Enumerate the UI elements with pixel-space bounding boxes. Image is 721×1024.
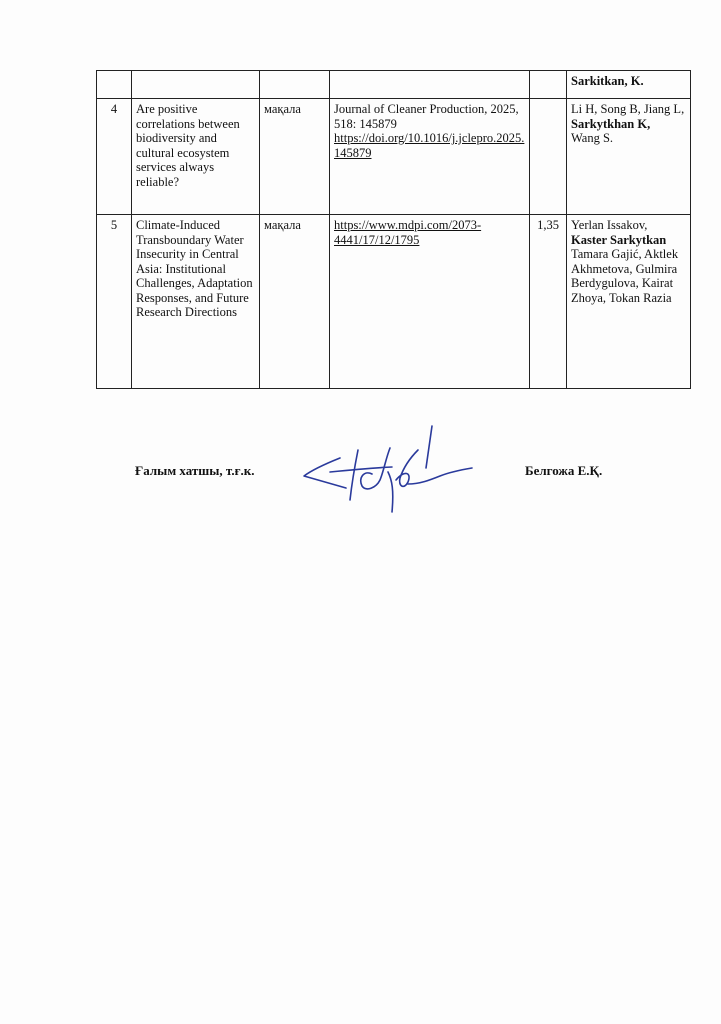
publication-title: Climate-Induced Transboundary Water Insecurity in Central Asia: Institutional Challenges, Adaptation Responses, and Future Research Directions [132, 215, 260, 389]
impact-factor [530, 99, 567, 215]
row-number: 4 [97, 99, 132, 215]
publication-title: Are positive correlations between biodiversity and cultural ecosystem services always reliable? [132, 99, 260, 215]
author-name: Kaster Sarkytkan [571, 232, 667, 247]
row-number [97, 71, 132, 99]
author-name: Sarkytkhan K, [571, 116, 651, 131]
secretary-title: Ғалым хатшы, т.ғ.к. [135, 463, 255, 478]
publication-authors [567, 99, 691, 215]
mdpi-link[interactable]: https://www.mdpi.com/2073-4441/17/12/1795 [334, 218, 482, 247]
author-name: Sarkitkan, K. [571, 74, 644, 88]
table-row [97, 99, 691, 215]
publication-type: мақала [260, 215, 330, 389]
handwritten-signature [300, 420, 475, 515]
row-number: 5 [97, 215, 132, 389]
publications-table [96, 70, 691, 389]
signature-block [0, 455, 721, 515]
table-row [97, 71, 691, 99]
publication-source [330, 215, 530, 389]
publication-type: мақала [260, 99, 330, 215]
publication-title [132, 71, 260, 99]
publication-authors [567, 215, 691, 389]
author-name: Yerlan Issakov, [571, 218, 648, 232]
impact-factor: 1,35 [530, 215, 567, 389]
impact-factor [530, 71, 567, 99]
table-row [97, 215, 691, 389]
doi-link[interactable]: https://doi.org/10.1016/j.jclepro.2025.145879 [334, 131, 525, 160]
author-name: Tamara Gajić, Aktlek Akhmetova, Gulmira Berdygulova, Kairat Zhoya, Tokan Razia [571, 247, 679, 305]
publication-source [330, 71, 530, 99]
publication-authors [567, 71, 691, 99]
source-citation: Journal of Cleaner Production, 2025, 518: 145879 [334, 102, 519, 131]
secretary-name: Белгожа Е.Қ. [525, 463, 603, 478]
publication-source [330, 99, 530, 215]
author-name: Wang S. [571, 131, 614, 145]
author-name: Li H, Song B, Jiang L, [571, 102, 685, 116]
publication-type [260, 71, 330, 99]
